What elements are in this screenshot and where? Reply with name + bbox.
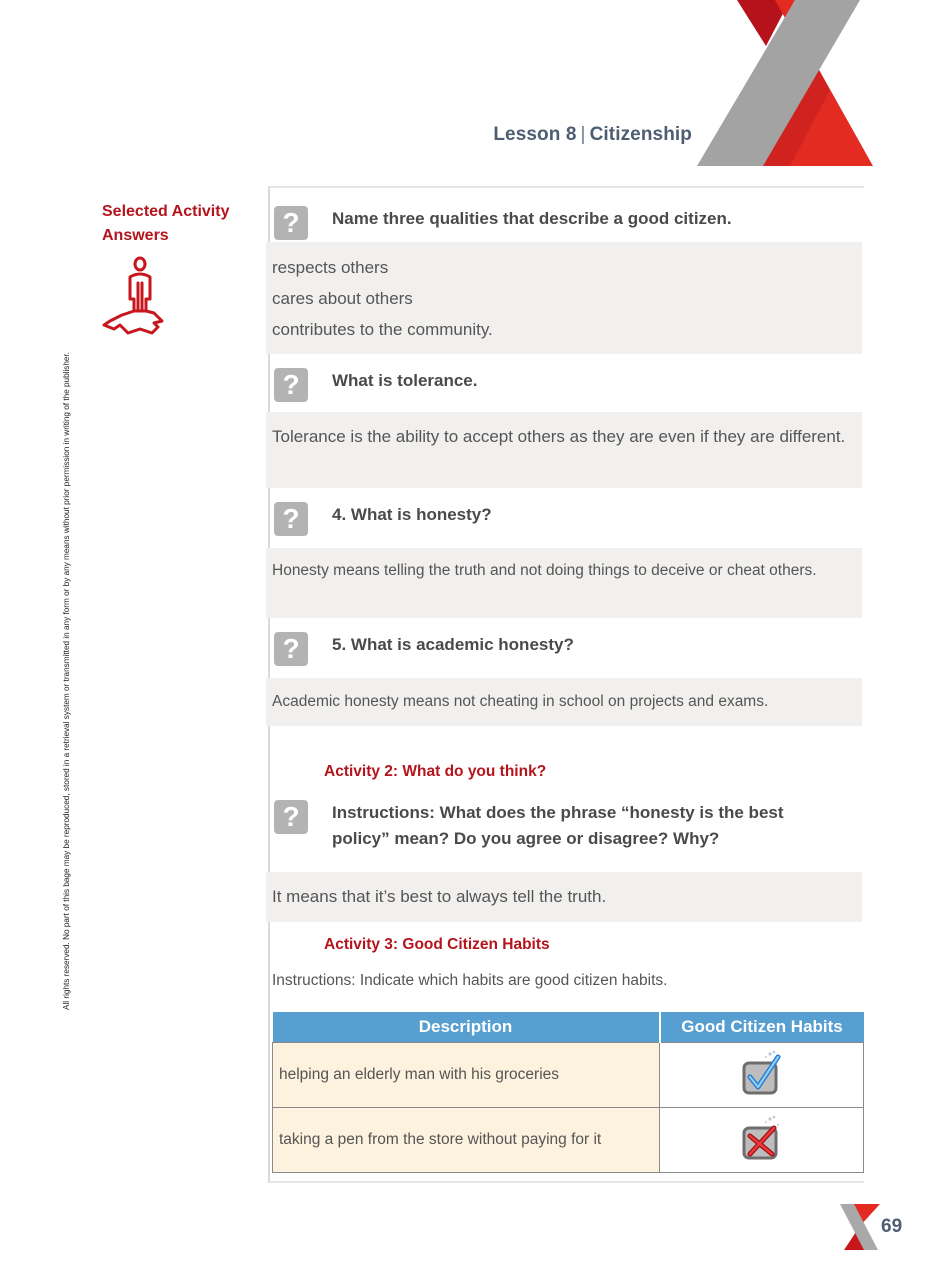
habit-description: helping an elderly man with his groceries	[273, 1043, 660, 1108]
question-text: 5. What is academic honesty?	[332, 635, 574, 654]
checked-box-icon	[740, 1049, 784, 1097]
answer-line: respects others	[272, 258, 389, 277]
habit-mark-cell	[660, 1043, 864, 1108]
x-brand-logo-small-icon	[838, 1204, 880, 1250]
lesson-title	[493, 124, 692, 146]
table-row	[273, 1108, 864, 1173]
x-brand-logo-icon	[690, 0, 880, 170]
question-mark-icon: ?	[274, 368, 308, 402]
habits-table	[272, 1012, 864, 1173]
answer-2: Tolerance is the ability to accept others as they are even if they are different.	[266, 412, 862, 488]
page-number: 69	[881, 1216, 903, 1237]
question-4	[270, 632, 860, 666]
lesson-label: Lesson 8	[493, 124, 577, 145]
question-text: 4. What is honesty?	[332, 505, 492, 524]
question-text: Name three qualities that describe a good citizen.	[332, 209, 732, 228]
question-text: What is tolerance.	[332, 371, 478, 390]
answer-line: contributes to the community.	[272, 320, 493, 339]
question-text: Instructions: What does the phrase “honesty is the best policy” mean? Do you agree or disagree? Why?	[332, 803, 784, 848]
activity-3-title: Activity 3: Good Citizen Habits	[324, 936, 550, 953]
activity-2-question	[270, 800, 860, 852]
question-mark-icon: ?	[274, 632, 308, 666]
activity-3-instructions: Instructions: Indicate which habits are good citizen habits.	[272, 972, 668, 989]
answer-3: Honesty means telling the truth and not doing things to deceive or cheat others.	[266, 548, 862, 618]
question-mark-icon: ?	[274, 206, 308, 240]
crossed-box-icon	[740, 1114, 784, 1162]
question-3	[270, 502, 860, 536]
meditating-person-icon	[100, 255, 166, 339]
activity-2-answer: It means that it’s best to always tell the truth.	[266, 872, 862, 922]
section-heading: Selected Activity Answers	[102, 203, 230, 244]
answer-1	[266, 242, 862, 354]
column-header-description: Description	[273, 1012, 660, 1043]
table-row	[273, 1043, 864, 1108]
habit-description: taking a pen from the store without paying for it	[273, 1108, 660, 1173]
activity-2-title: Activity 2: What do you think?	[324, 763, 547, 780]
answers-panel	[268, 186, 864, 1183]
habit-mark-cell	[660, 1108, 864, 1173]
question-mark-icon: ?	[274, 502, 308, 536]
answer-line: cares about others	[272, 289, 413, 308]
title-separator: |	[580, 124, 586, 145]
question-mark-icon: ?	[274, 800, 308, 834]
copyright-notice: All rights reserved. No part of this bage may be reproduced, stored in a retrieval system or transmitted in any form or by any means without prior permission in writing of the publisher.	[62, 351, 71, 1010]
question-1	[270, 206, 860, 240]
question-2	[270, 368, 860, 402]
column-header-good-habits: Good Citizen Habits	[660, 1012, 864, 1043]
answer-4: Academic honesty means not cheating in school on projects and exams.	[266, 678, 862, 726]
lesson-topic: Citizenship	[589, 124, 692, 145]
